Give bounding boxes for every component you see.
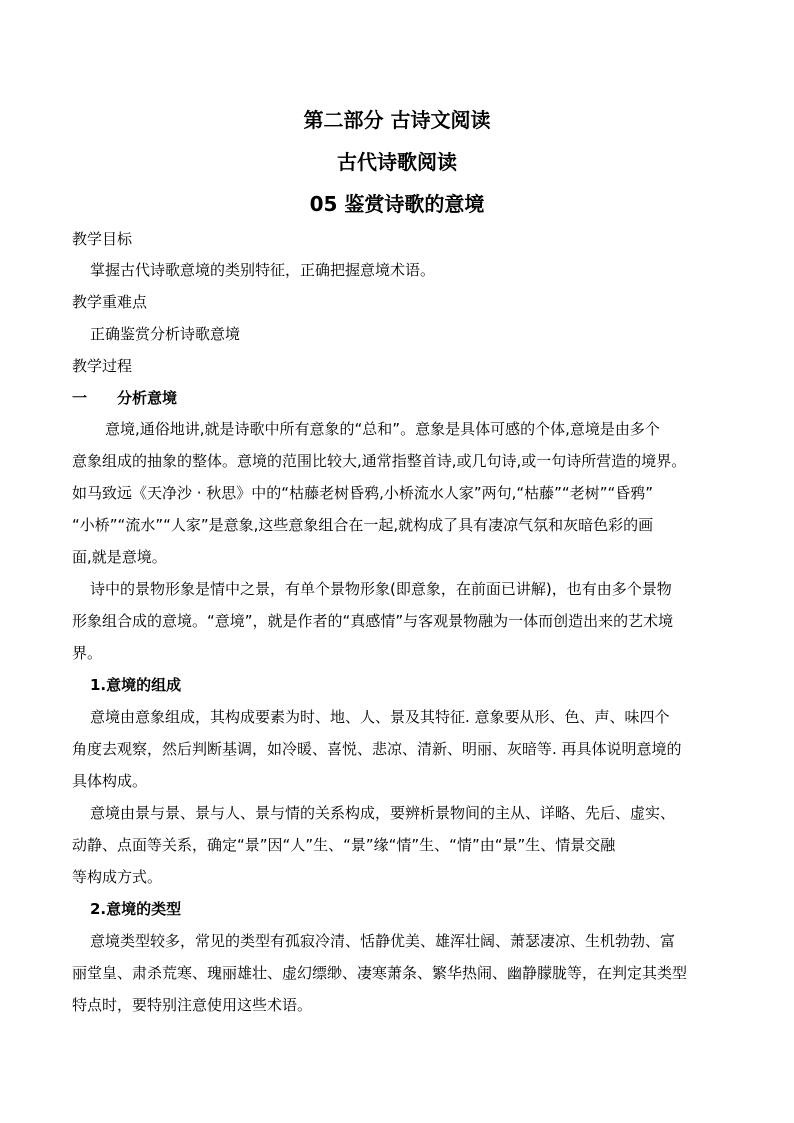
- lesson-title: 05 鉴赏诗歌的意境: [309, 192, 485, 216]
- part-one-title: 分析意境: [117, 389, 178, 407]
- paragraph-line: 丽堂皇、肃杀荒寒、瑰丽雄壮、虚幻缥缈、凄寒萧条、繁华热闹、幽静朦胧等，在判定其类型: [72, 964, 688, 982]
- key-label: 教学重难点: [72, 293, 148, 311]
- paragraph-line: 意境由意象组成，其构成要素为时、地、人、景及其特征. 意象要从形、色、声、味四个: [90, 708, 670, 726]
- paragraph-line: 动静、点面等关系，确定“景”因“人”生、“景”缘“情”生、“情”由“景”生、情景交融: [72, 836, 616, 854]
- goal-label: 教学目标: [72, 230, 133, 248]
- paragraph-line: 面,就是意境。: [72, 548, 167, 566]
- paragraph-line: 角度去观察，然后判断基调，如冷暖、喜悦、悲凉、清新、明丽、灰暗等. 再具体说明意境的: [72, 740, 682, 758]
- paragraph-line: 诗中的景物形象是情中之景，有单个景物形象(即意象，在前面已讲解)，也有由多个景物: [90, 580, 672, 598]
- paragraph-line: 形象组合成的意境。“意境”，就是作者的“真感情”与客观景物融为一体而创造出来的艺术境: [72, 612, 674, 630]
- paragraph-line: 如马致远《天净沙 · 秋思》中的“枯藤老树昏鸦,小桥流水人家”两句,“枯藤”“老树”“昏鸦”: [72, 484, 654, 502]
- process-label: 教学过程: [72, 357, 133, 375]
- goal-text: 掌握古代诗歌意境的类别特征，正确把握意境术语。: [90, 261, 436, 279]
- paragraph-line: 意境,通俗地讲,就是诗歌中所有意象的“总和”。意象是具体可感的个体,意境是由多个: [105, 420, 660, 438]
- paragraph-line: 等构成方式。: [72, 868, 163, 886]
- paragraph-line: 意境类型较多，常见的类型有孤寂冷清、恬静优美、雄浑壮阔、萧瑟凄凉、生机勃勃、富: [90, 932, 676, 950]
- paragraph-line: 特点时，要特别注意使用这些术语。: [72, 996, 313, 1014]
- subheading-composition: 1.意境的组成: [90, 676, 182, 694]
- part-one-number: 一: [72, 389, 88, 407]
- subheading-types: 2.意境的类型: [90, 900, 182, 918]
- paragraph-line: 界。: [72, 644, 103, 662]
- paragraph-line: 意象组成的抽象的整体。意境的范围比较大,通常指整首诗,或几句诗,或一句诗所营造的境界。: [72, 452, 687, 470]
- paragraph-line: “小桥”“流水”“人家”是意象,这些意象组合在一起,就构成了具有凄凉气氛和灰暗色彩的画: [72, 516, 654, 534]
- part-title: 第二部分 古诗文阅读: [303, 108, 491, 132]
- paragraph-line: 意境由景与景、景与人、景与情的关系构成，要辨析景物间的主从、详略、先后、虚实、: [90, 804, 676, 822]
- sub-title: 古代诗歌阅读: [337, 150, 457, 174]
- paragraph-line: 具体构成。: [72, 772, 148, 790]
- key-text: 正确鉴赏分析诗歌意境: [90, 325, 241, 343]
